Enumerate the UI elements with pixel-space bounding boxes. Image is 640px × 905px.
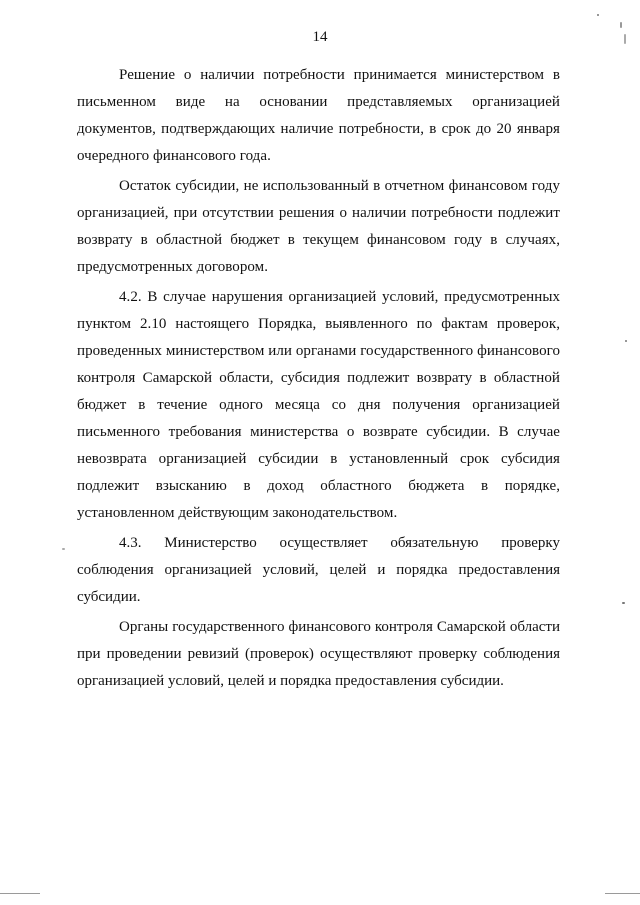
page-number: 14 (312, 29, 328, 45)
paragraph-decision-on-need: Решение о наличии потребности принимается министерством в письменном виде на основании представляемых организацией документов, подтверждающих наличие потребности, в срок до 20 января очередного финансового года. (77, 67, 560, 164)
paragraph-unused-subsidy-remainder: Остаток субсидии, не использованный в отчетном финансовом году организацией, при отсутствии решения о наличии потребности подлежит возврату в областной бюджет в текущем финансовом году в случаях, предусмотренных договором. (77, 178, 560, 275)
document-body (77, 62, 560, 695)
scan-speck (622, 602, 625, 604)
scan-edge-mark (0, 893, 40, 894)
scan-speck (620, 22, 622, 28)
scan-speck (62, 548, 65, 550)
scan-edge-mark (605, 893, 640, 894)
paragraph-financial-control-bodies: Органы государственного финансового контроля Самарской области при проведении ревизий (проверок) осуществляют проверку соблюдения организацией условий, целей и порядка предоставления субсидии. (77, 619, 560, 689)
scan-speck (597, 14, 599, 16)
scan-speck (625, 340, 627, 342)
paragraph-4-2-violation-return: 4.2. В случае нарушения организацией условий, предусмотренных пунктом 2.10 настоящего Порядка, выявленного по фактам проверок, проведенных министерством или органами государственного финансового контроля Самарской области, субсидия подлежит возврату в областной бюджет в течение одного месяца со дня получения организацией письменного требования министерства о возврате субсидии. В случае невозврата организацией субсидии в установленный срок субсидия подлежит взысканию в доход областного бюджета в порядке, установленном действующим законодательством. (77, 289, 560, 521)
scan-speck (624, 34, 626, 44)
paragraph-4-3-ministry-inspection: 4.3. Министерство осуществляет обязательную проверку соблюдения организацией условий, целей и порядка предоставления субсидии. (77, 535, 560, 605)
